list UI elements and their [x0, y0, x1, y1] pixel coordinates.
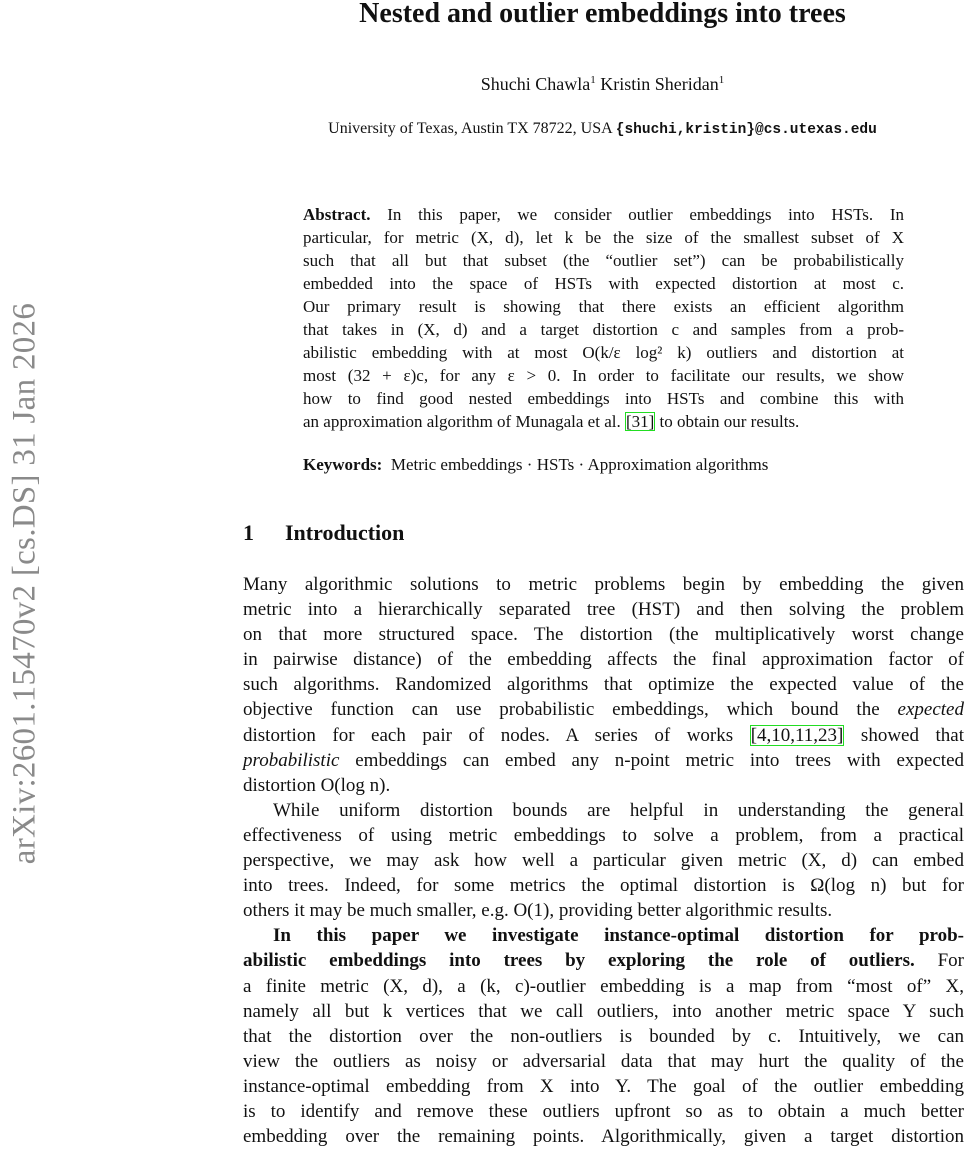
text-span: embedded into the space of HSTs with expected distortion at most c.	[303, 274, 904, 293]
text-span: to obtain our results.	[655, 412, 800, 431]
text-span: Many algorithmic solutions to metric problems begin by embedding the given	[243, 574, 964, 595]
body-line	[243, 923, 964, 948]
text-span: others it may be much smaller, e.g. O(1), providing better algorithmic results.	[243, 900, 833, 922]
body-line	[243, 1099, 964, 1124]
keywords-label: Keywords:	[303, 455, 383, 474]
text-span: in pairwise distance) of the embedding affects the final approximation factor of	[243, 649, 964, 671]
text-span: In this paper, we consider outlier embeddings into HSTs. In	[370, 205, 904, 224]
body-line	[243, 974, 964, 999]
text-span: objective function can use probabilistic embeddings, which bound the	[243, 699, 898, 721]
author-name: Kristin Sheridan	[600, 74, 719, 94]
body-line	[243, 1124, 964, 1149]
text-span: perspective, we may ask how well a particular given metric (X, d) can embed	[243, 850, 964, 872]
text-span: showed that	[844, 724, 964, 746]
text-span: embedding over the remaining points. Algorithmically, given a target distortion	[243, 1126, 964, 1148]
section-number: 1	[243, 520, 254, 545]
text-span: such that all but that subset (the “outlier set”) can be probabilistically	[303, 251, 904, 270]
text-span: that takes in (X, d) and a target distortion c and samples from a prob-	[303, 320, 904, 339]
body-line	[243, 798, 964, 823]
text-span: namely all but k vertices that we call outliers, into another metric space Y such	[243, 1000, 964, 1022]
section-heading	[243, 520, 404, 546]
body-line	[243, 622, 964, 647]
abstract-line	[303, 387, 904, 410]
text-span: In this paper we investigate instance-optimal distortion for prob-	[273, 925, 964, 947]
text-span: metric into a hierarchically separated tree (HST) and then solving the problem	[243, 599, 964, 621]
text-span: into trees. Indeed, for some metrics the optimal distortion is Ω(log n) but for	[243, 875, 964, 897]
abstract-line	[303, 203, 904, 226]
paper-title: Nested and outlier embeddings into trees	[359, 0, 846, 29]
abstract-line	[303, 226, 904, 249]
text-span: distortion for each pair of nodes. A series of works	[243, 724, 750, 746]
abstract-line	[303, 410, 904, 433]
text-span: on that more structured space. The distortion (the multiplicatively worst change	[243, 624, 964, 646]
text-span: an approximation algorithm of Munagala et al.	[303, 412, 625, 431]
text-span: distortion O(log n).	[243, 774, 391, 796]
text-span: is to identify and remove these outliers upfront so as to obtain a much better	[243, 1100, 964, 1122]
body-line	[243, 672, 964, 697]
body-line	[243, 1049, 964, 1074]
abstract-line	[303, 272, 904, 295]
body-line	[243, 1024, 964, 1049]
text-span: expected	[897, 699, 964, 721]
text-span: most (32 + ε)c, for any ε > 0. In order to facilitate our results, we show	[303, 366, 904, 385]
body-line	[243, 848, 964, 873]
abstract-line	[303, 318, 904, 341]
text-span: a finite metric (X, d), a (k, c)-outlier embedding is a map from “most of” X,	[243, 975, 964, 997]
abstract	[303, 203, 904, 433]
text-span: Abstract.	[303, 205, 371, 224]
text-span: abilistic embedding with at most O(k/ε log² k) outliers and distortion at	[303, 343, 904, 362]
body-text	[243, 572, 964, 1149]
author-email[interactable]: {shuchi,kristin}@cs.utexas.edu	[615, 122, 877, 138]
body-line	[243, 572, 964, 597]
body-line	[243, 597, 964, 622]
arxiv-identifier-stamp: arXiv:2601.15470v2 [cs.DS] 31 Jan 2026	[6, 302, 43, 865]
citation-link[interactable]: [4,10,11,23]	[750, 724, 844, 746]
text-span: instance-optimal embedding from X into Y. The goal of the outlier embedding	[243, 1075, 964, 1097]
text-span: Our primary result is showing that there exists an efficient algorithm	[303, 297, 904, 316]
keywords	[303, 455, 768, 475]
abstract-line	[303, 364, 904, 387]
body-line	[243, 873, 964, 898]
authors	[240, 74, 965, 95]
section-title: Introduction	[285, 520, 405, 545]
body-line	[243, 773, 964, 798]
author-affiliation-mark: 1	[718, 74, 725, 86]
author-name: Shuchi Chawla	[480, 74, 591, 94]
body-line	[243, 948, 964, 973]
text-span: view the outliers as noisy or adversarial data that may hurt the quality of the	[243, 1050, 964, 1072]
text-span: abilistic embeddings into trees by exploring the role of outliers.	[243, 950, 915, 972]
citation-link[interactable]: [31]	[625, 412, 655, 431]
abstract-line	[303, 249, 904, 272]
body-line	[243, 647, 964, 672]
affiliation	[240, 120, 965, 138]
text-span: embeddings can embed any n-point metric into trees with expected	[339, 749, 964, 771]
keywords-list: Metric embeddings · HSTs · Approximation algorithms	[390, 455, 769, 474]
affiliation-text: University of Texas, Austin TX 78722, USA	[328, 120, 616, 137]
abstract-line	[303, 341, 904, 364]
text-span: For	[914, 950, 964, 972]
body-line	[243, 697, 964, 722]
text-span: While uniform distortion bounds are helpful in understanding the general	[273, 799, 964, 821]
text-span: probabilistic	[243, 749, 340, 771]
body-line	[243, 748, 964, 773]
body-line	[243, 898, 964, 923]
text-span: that the distortion over the non-outliers is bounded by c. Intuitively, we can	[243, 1025, 964, 1047]
body-line	[243, 1074, 964, 1099]
text-span: effectiveness of using metric embeddings to solve a problem, from a practical	[243, 824, 964, 846]
text-span: particular, for metric (X, d), let k be the size of the smallest subset of X	[303, 228, 904, 247]
abstract-line	[303, 295, 904, 318]
text-span: how to find good nested embeddings into HSTs and combine this with	[303, 389, 904, 408]
body-line	[243, 723, 964, 748]
body-line	[243, 999, 964, 1024]
body-line	[243, 823, 964, 848]
text-span: such algorithms. Randomized algorithms that optimize the expected value of the	[243, 674, 964, 696]
author-affiliation-mark: 1	[590, 74, 596, 86]
